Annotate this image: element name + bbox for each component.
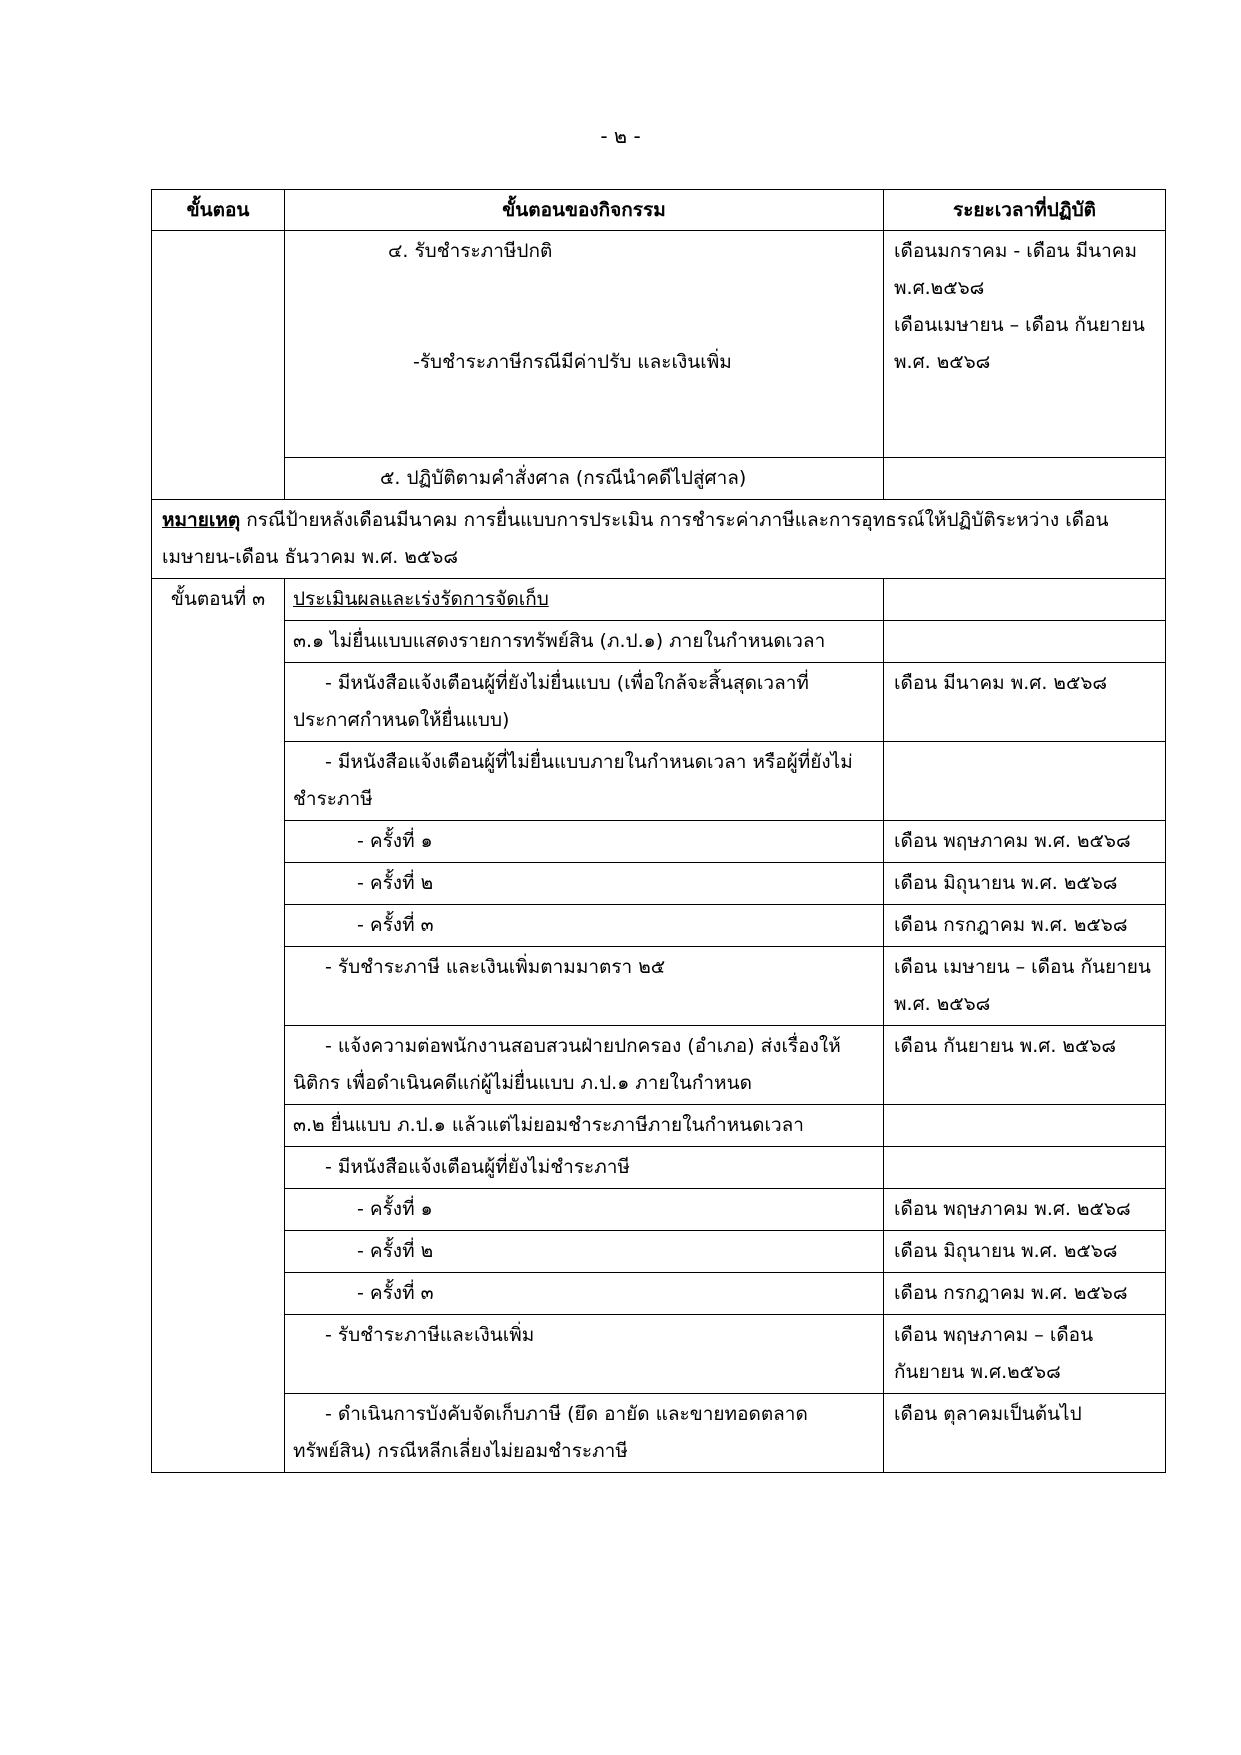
- activity-cell: - ครั้งที่ ๑: [285, 1189, 884, 1231]
- activity-cell: - รับชำระภาษี และเงินเพิ่มตามมาตรา ๒๕: [285, 947, 884, 1026]
- period-cell: เดือน พฤษภาคม พ.ศ. ๒๕๖๘: [884, 821, 1166, 863]
- period-cell: เดือน พฤษภาคม – เดือน กันยายน พ.ศ.๒๕๖๘: [884, 1315, 1166, 1394]
- table-row: [152, 1273, 1166, 1315]
- activity-text: -รับชำระภาษีกรณีมีค่าปรับ และเงินเพิ่ม: [413, 351, 732, 373]
- table-row: [152, 905, 1166, 947]
- activity-cell: ๕. ปฏิบัติตามคำสั่งศาล (กรณีนำคดีไปสู่ศาล): [285, 458, 884, 500]
- header-activity: ขั้นตอนของกิจกรรม: [285, 190, 884, 231]
- activity-cell: - ครั้งที่ ๒: [285, 863, 884, 905]
- period-cell: [884, 621, 1166, 663]
- table-header-row: [152, 190, 1166, 231]
- period-cell: เดือน มีนาคม พ.ศ. ๒๕๖๘: [884, 663, 1166, 742]
- table-row: [152, 231, 1166, 458]
- note-row: [152, 500, 1166, 579]
- step-cell-empty: [152, 231, 285, 500]
- step3-label: ขั้นตอนที่ ๓: [152, 579, 285, 1473]
- note-text: กรณีป้ายหลังเดือนมีนาคม การยื่นแบบการประเมิน การชำระค่าภาษีและการอุทธรณ์ให้ปฏิบัติระหว่าง เดือน เมษายน-เดือน ธันวาคม พ.ศ. ๒๕๖๘: [162, 509, 1109, 568]
- activity-cell: - มีหนังสือแจ้งเตือนผู้ที่ยังไม่ยื่นแบบ (เพื่อใกล้จะสิ้นสุดเวลาที่ประกาศกำหนดให้ยื่นแบบ): [285, 663, 884, 742]
- note-label: หมายเหตุ: [162, 509, 241, 531]
- table-row: [152, 621, 1166, 663]
- table-row: [152, 663, 1166, 742]
- header-period: ระยะเวลาที่ปฏิบัติ: [884, 190, 1166, 231]
- step3-title: ประเมินผลและเร่งรัดการจัดเก็บ: [285, 579, 884, 621]
- period-cell: เดือน กันยายน พ.ศ. ๒๕๖๘: [884, 1026, 1166, 1105]
- table-row: [152, 1147, 1166, 1189]
- period-text: เดือนมกราคม - เดือน มีนาคม พ.ศ.๒๕๖๘: [894, 240, 1137, 299]
- activity-cell: ๓.๑ ไม่ยื่นแบบแสดงรายการทรัพย์สิน (ภ.ป.๑) ภายในกำหนดเวลา: [285, 621, 884, 663]
- table-row: [152, 742, 1166, 821]
- period-cell: [884, 458, 1166, 500]
- table-row: [152, 1026, 1166, 1105]
- table-row: [152, 947, 1166, 1026]
- activity-cell: - ครั้งที่ ๑: [285, 821, 884, 863]
- page-number: - ๒ -: [600, 124, 641, 148]
- period-cell: [884, 579, 1166, 621]
- table-row: [152, 821, 1166, 863]
- period-text: เดือนเมษายน – เดือน กันยายน พ.ศ. ๒๕๖๘: [894, 314, 1145, 373]
- table-row: [152, 1105, 1166, 1147]
- table-row: [152, 1189, 1166, 1231]
- activity-cell: - ครั้งที่ ๓: [285, 905, 884, 947]
- table-row: [152, 458, 1166, 500]
- period-cell: เดือน มิถุนายน พ.ศ. ๒๕๖๘: [884, 1231, 1166, 1273]
- period-cell: [884, 742, 1166, 821]
- period-cell: เดือน เมษายน – เดือน กันยายน พ.ศ. ๒๕๖๘: [884, 947, 1166, 1026]
- table-row: [152, 1394, 1166, 1473]
- period-cell: เดือน พฤษภาคม พ.ศ. ๒๕๖๘: [884, 1189, 1166, 1231]
- table-row: [152, 1315, 1166, 1394]
- activity-cell: - มีหนังสือแจ้งเตือนผู้ที่ยังไม่ชำระภาษี: [285, 1147, 884, 1189]
- period-cell: เดือน กรกฎาคม พ.ศ. ๒๕๖๘: [884, 905, 1166, 947]
- activity-cell: ๓.๒ ยื่นแบบ ภ.ป.๑ แล้วแต่ไม่ยอมชำระภาษีภายในกำหนดเวลา: [285, 1105, 884, 1147]
- activity-cell: [285, 231, 884, 458]
- period-cell: [884, 1105, 1166, 1147]
- activity-schedule-table: [151, 189, 1166, 1473]
- table-row: [152, 863, 1166, 905]
- period-cell: เดือน มิถุนายน พ.ศ. ๒๕๖๘: [884, 863, 1166, 905]
- activity-text: ๔. รับชำระภาษีปกติ: [388, 240, 553, 262]
- step3-title-row: [152, 579, 1166, 621]
- activity-cell: - ดำเนินการบังคับจัดเก็บภาษี (ยึด อายัด และขายทอดตลาดทรัพย์สิน) กรณีหลีกเลี่ยงไม่ยอมชำระภาษี: [285, 1394, 884, 1473]
- header-step: ขั้นตอน: [152, 190, 285, 231]
- period-cell: [884, 231, 1166, 458]
- period-cell: เดือน ตุลาคมเป็นต้นไป: [884, 1394, 1166, 1473]
- note-cell: [152, 500, 1166, 579]
- activity-cell: - ครั้งที่ ๒: [285, 1231, 884, 1273]
- activity-cell: - รับชำระภาษีและเงินเพิ่ม: [285, 1315, 884, 1394]
- period-cell: เดือน กรกฎาคม พ.ศ. ๒๕๖๘: [884, 1273, 1166, 1315]
- table-row: [152, 1231, 1166, 1273]
- activity-cell: - มีหนังสือแจ้งเตือนผู้ที่ไม่ยื่นแบบภายในกำหนดเวลา หรือผู้ที่ยังไม่ชำระภาษี: [285, 742, 884, 821]
- activity-cell: - แจ้งความต่อพนักงานสอบสวนฝ่ายปกครอง (อำเภอ) ส่งเรื่องให้นิติกร เพื่อดำเนินคดีแก่ผู้ไม่ยื่นแบบ ภ.ป.๑ ภายในกำหนด: [285, 1026, 884, 1105]
- period-cell: [884, 1147, 1166, 1189]
- activity-cell: - ครั้งที่ ๓: [285, 1273, 884, 1315]
